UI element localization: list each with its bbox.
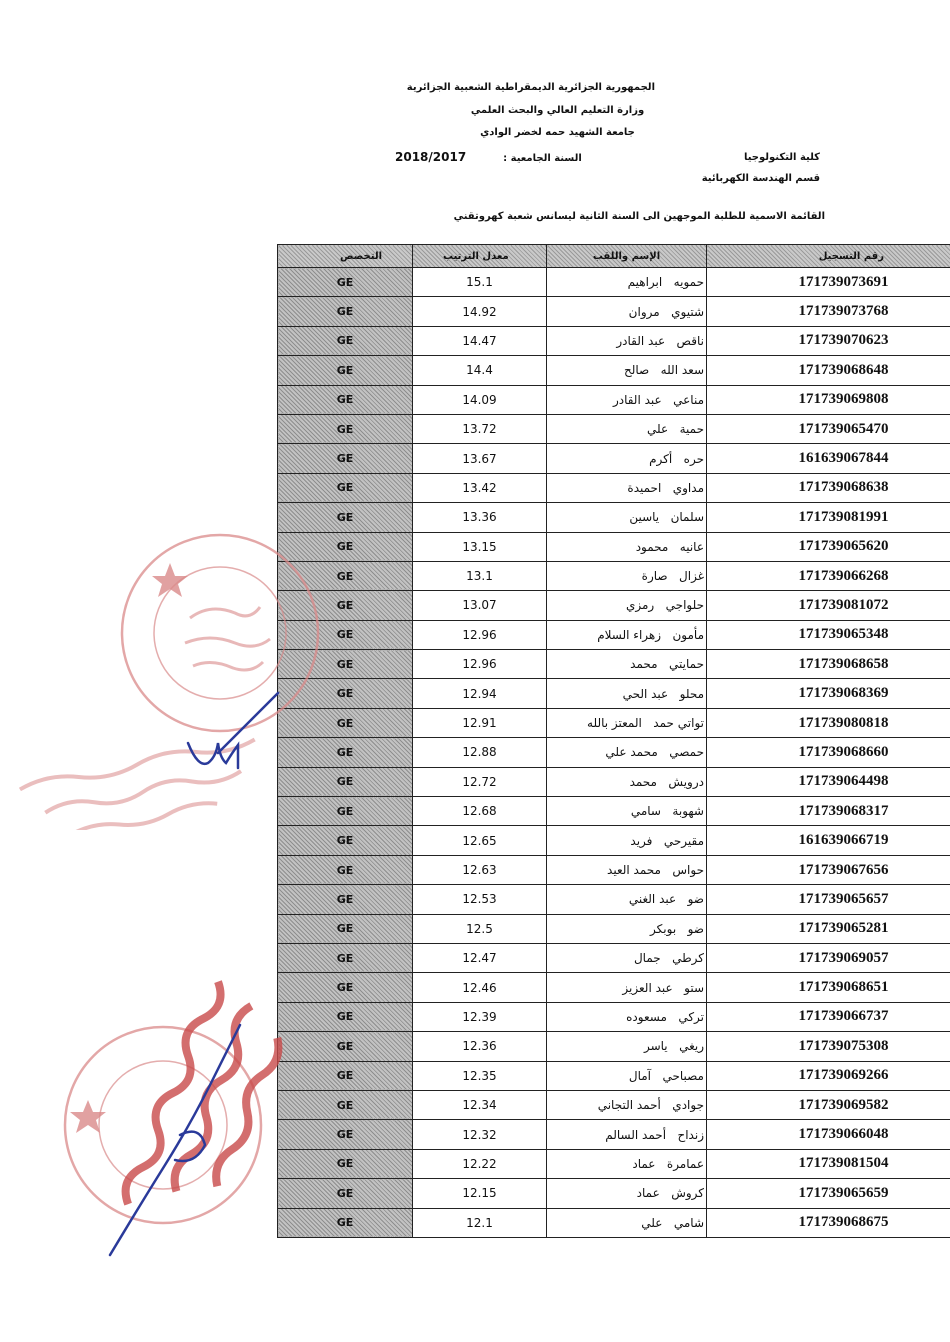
table-row	[278, 855, 950, 884]
student-name-cell: ضو بوبكر	[547, 914, 707, 943]
ranking-average-cell: 14.4	[413, 356, 547, 385]
registration-number-cell: 171739081504	[707, 1149, 950, 1178]
registration-number-cell: 171739073691	[707, 268, 950, 297]
specialty-cell: GE	[278, 1061, 413, 1090]
ranking-average-cell: 13.1	[413, 561, 547, 590]
ranking-average-cell: 12.5	[413, 914, 547, 943]
specialty-cell: GE	[278, 914, 413, 943]
ranking-average-cell: 13.36	[413, 503, 547, 532]
specialty-cell: GE	[278, 1120, 413, 1149]
ranking-average-cell: 12.22	[413, 1149, 547, 1178]
university-heading: جامعة الشهيد حمه لخضر الوادي	[480, 127, 635, 138]
specialty-cell: GE	[278, 620, 413, 649]
registration-number-cell: 171739068660	[707, 738, 950, 767]
ranking-average-cell: 12.15	[413, 1179, 547, 1208]
student-name-cell: عمامرة عماد	[547, 1149, 707, 1178]
specialty-cell: GE	[278, 1090, 413, 1119]
registration-number-cell: 171739066268	[707, 561, 950, 590]
student-name-cell: حلواجي رمزي	[547, 591, 707, 620]
ranking-average-cell: 13.67	[413, 444, 547, 473]
table-row	[278, 1002, 950, 1031]
ranking-average-cell: 12.88	[413, 738, 547, 767]
specialty-cell: GE	[278, 473, 413, 502]
student-name-cell: شتيوي مروان	[547, 297, 707, 326]
registration-number-cell: 171739065657	[707, 885, 950, 914]
ranking-average-cell: 12.91	[413, 708, 547, 737]
registration-number-cell: 171739065659	[707, 1179, 950, 1208]
table-row	[278, 356, 950, 385]
academic-year	[395, 150, 582, 164]
ranking-average-cell: 13.15	[413, 532, 547, 561]
ranking-average-cell: 13.42	[413, 473, 547, 502]
ranking-average-cell: 12.47	[413, 943, 547, 972]
ranking-average-cell: 14.92	[413, 297, 547, 326]
student-name-cell: عانيه محمود	[547, 532, 707, 561]
registration-number-cell: 171739065348	[707, 620, 950, 649]
ranking-average-cell: 12.53	[413, 885, 547, 914]
ranking-average-cell: 14.09	[413, 385, 547, 414]
specialty-cell: GE	[278, 444, 413, 473]
student-name-cell: سلمان ياسين	[547, 503, 707, 532]
student-roster-table	[277, 244, 950, 1238]
registration-number-cell: 171739068369	[707, 679, 950, 708]
registration-number-cell: 171739067656	[707, 855, 950, 884]
ranking-average-cell: 12.72	[413, 767, 547, 796]
table-row	[278, 738, 950, 767]
specialty-cell: GE	[278, 532, 413, 561]
student-name-cell: مأمون زهراء السلام	[547, 620, 707, 649]
ranking-average-cell: 12.68	[413, 797, 547, 826]
table-row	[278, 1061, 950, 1090]
specialty-cell: GE	[278, 1149, 413, 1178]
registration-number-cell: 171739065620	[707, 532, 950, 561]
registration-number-cell: 161639066719	[707, 826, 950, 855]
registration-number-cell: 171739080818	[707, 708, 950, 737]
student-name-cell: تركي مسعوده	[547, 1002, 707, 1031]
table-row	[278, 414, 950, 443]
registration-number-cell: 171739073768	[707, 297, 950, 326]
student-name-cell: زنداح أحمد السالم	[547, 1120, 707, 1149]
signature-bottom	[90, 1015, 250, 1265]
registration-number-cell: 171739069266	[707, 1061, 950, 1090]
ranking-average-cell: 12.65	[413, 826, 547, 855]
table-row	[278, 973, 950, 1002]
student-name-cell: جوادي أحمد التجاني	[547, 1090, 707, 1119]
specialty-cell: GE	[278, 503, 413, 532]
specialty-cell: GE	[278, 767, 413, 796]
ranking-average-cell: 12.32	[413, 1120, 547, 1149]
table-row	[278, 503, 950, 532]
specialty-cell: GE	[278, 797, 413, 826]
column-header-specialty: التخصص	[278, 245, 413, 268]
registration-number-cell: 171739068675	[707, 1208, 950, 1237]
table-row	[278, 591, 950, 620]
specialty-cell: GE	[278, 650, 413, 679]
student-name-cell: حمصي محمد علي	[547, 738, 707, 767]
column-header-id: رقم التسجيل	[707, 245, 950, 268]
ranking-average-cell: 15.1	[413, 268, 547, 297]
registration-number-cell: 171739069057	[707, 943, 950, 972]
table-row	[278, 297, 950, 326]
table-row	[278, 620, 950, 649]
ranking-average-cell: 12.96	[413, 620, 547, 649]
registration-number-cell: 161639067844	[707, 444, 950, 473]
republic-heading: الجمهورية الجزائرية الديمقراطية الشعبية الجزائرية	[406, 82, 655, 93]
specialty-cell: GE	[278, 1032, 413, 1061]
specialty-cell: GE	[278, 591, 413, 620]
registration-number-cell: 171739066737	[707, 1002, 950, 1031]
registration-number-cell: 171739081991	[707, 503, 950, 532]
table-row	[278, 1032, 950, 1061]
specialty-cell: GE	[278, 414, 413, 443]
student-name-cell: حره أكرم	[547, 444, 707, 473]
registration-number-cell: 171739068651	[707, 973, 950, 1002]
academic-year-value: 2018/2017	[395, 150, 467, 164]
ranking-average-cell: 13.07	[413, 591, 547, 620]
table-row	[278, 532, 950, 561]
student-name-cell: مناعي عبد القادر	[547, 385, 707, 414]
registration-number-cell: 171739064498	[707, 767, 950, 796]
student-name-cell: حمايتي محمد	[547, 650, 707, 679]
table-header-row	[278, 245, 950, 268]
student-name-cell: حمويه ابراهيم	[547, 268, 707, 297]
table-row	[278, 914, 950, 943]
table-row	[278, 385, 950, 414]
specialty-cell: GE	[278, 855, 413, 884]
specialty-cell: GE	[278, 1179, 413, 1208]
student-name-cell: محلو عبد الحي	[547, 679, 707, 708]
student-name-cell: درويش محمد	[547, 767, 707, 796]
table-row	[278, 473, 950, 502]
column-header-average: معدل الترتيب	[413, 245, 547, 268]
student-name-cell: كروش عماد	[547, 1179, 707, 1208]
specialty-cell: GE	[278, 826, 413, 855]
registration-number-cell: 171739069582	[707, 1090, 950, 1119]
document-title: القائمة الاسمية للطلبة الموجهين الى السنة الثانية ليسانس شعبة كهروتقني	[453, 211, 825, 222]
specialty-cell: GE	[278, 679, 413, 708]
registration-number-cell: 171739065281	[707, 914, 950, 943]
academic-year-label: السنة الجامعية :	[503, 153, 582, 164]
ranking-average-cell: 12.96	[413, 650, 547, 679]
table-row	[278, 1149, 950, 1178]
table-row	[278, 650, 950, 679]
specialty-cell: GE	[278, 885, 413, 914]
student-name-cell: تواتي حمد المعتز بالله	[547, 708, 707, 737]
table-row	[278, 561, 950, 590]
signature-mid	[178, 688, 288, 798]
ranking-average-cell: 12.39	[413, 1002, 547, 1031]
table-row	[278, 1120, 950, 1149]
ministry-heading: وزارة التعليم العالي والبحث العلمي	[470, 105, 645, 116]
table-row	[278, 767, 950, 796]
registration-number-cell: 171739070623	[707, 326, 950, 355]
specialty-cell: GE	[278, 385, 413, 414]
table-row	[278, 268, 950, 297]
specialty-cell: GE	[278, 326, 413, 355]
student-name-cell: حواس محمد العيد	[547, 855, 707, 884]
table-row	[278, 1179, 950, 1208]
ranking-average-cell: 14.47	[413, 326, 547, 355]
specialty-cell: GE	[278, 738, 413, 767]
student-name-cell: شهوبة سامي	[547, 797, 707, 826]
specialty-cell: GE	[278, 1208, 413, 1237]
student-name-cell: سعد الله صالح	[547, 356, 707, 385]
table-row	[278, 444, 950, 473]
registration-number-cell: 171739066048	[707, 1120, 950, 1149]
registration-number-cell: 171739068317	[707, 797, 950, 826]
table-row	[278, 679, 950, 708]
ranking-average-cell: 12.1	[413, 1208, 547, 1237]
faculty-label: كلية التكنولوجيا	[743, 152, 820, 163]
registration-number-cell: 171739069808	[707, 385, 950, 414]
specialty-cell: GE	[278, 356, 413, 385]
table-row	[278, 826, 950, 855]
student-name-cell: حمية علي	[547, 414, 707, 443]
registration-number-cell: 171739075308	[707, 1032, 950, 1061]
student-name-cell: كرطي جمال	[547, 943, 707, 972]
student-name-cell: ضو عبد الغني	[547, 885, 707, 914]
student-name-cell: شامي علي	[547, 1208, 707, 1237]
specialty-cell: GE	[278, 268, 413, 297]
column-header-name: الإسم واللقب	[547, 245, 707, 268]
table-row	[278, 943, 950, 972]
specialty-cell: GE	[278, 943, 413, 972]
student-name-cell: غزال صارة	[547, 561, 707, 590]
registration-number-cell: 171739068658	[707, 650, 950, 679]
table-row	[278, 885, 950, 914]
student-name-cell: مصباحي آمال	[547, 1061, 707, 1090]
ranking-average-cell: 12.36	[413, 1032, 547, 1061]
ranking-average-cell: 12.63	[413, 855, 547, 884]
table-row	[278, 797, 950, 826]
student-name-cell: ستو عبد العزيز	[547, 973, 707, 1002]
specialty-cell: GE	[278, 297, 413, 326]
ranking-average-cell: 12.94	[413, 679, 547, 708]
table-row	[278, 1208, 950, 1237]
ranking-average-cell: 13.72	[413, 414, 547, 443]
registration-number-cell: 171739068638	[707, 473, 950, 502]
specialty-cell: GE	[278, 1002, 413, 1031]
ranking-average-cell: 12.35	[413, 1061, 547, 1090]
table-row	[278, 1090, 950, 1119]
specialty-cell: GE	[278, 708, 413, 737]
ranking-average-cell: 12.46	[413, 973, 547, 1002]
student-name-cell: ناقص عبد القادر	[547, 326, 707, 355]
specialty-cell: GE	[278, 561, 413, 590]
student-name-cell: مقيرحي فريد	[547, 826, 707, 855]
student-name-cell: مداوي احميدة	[547, 473, 707, 502]
department-label: قسم الهندسة الكهربائية	[701, 173, 820, 184]
table-row	[278, 708, 950, 737]
registration-number-cell: 171739068648	[707, 356, 950, 385]
specialty-cell: GE	[278, 973, 413, 1002]
registration-number-cell: 171739081072	[707, 591, 950, 620]
registration-number-cell: 171739065470	[707, 414, 950, 443]
student-name-cell: ريغي ياسر	[547, 1032, 707, 1061]
ranking-average-cell: 12.34	[413, 1090, 547, 1119]
table-row	[278, 326, 950, 355]
